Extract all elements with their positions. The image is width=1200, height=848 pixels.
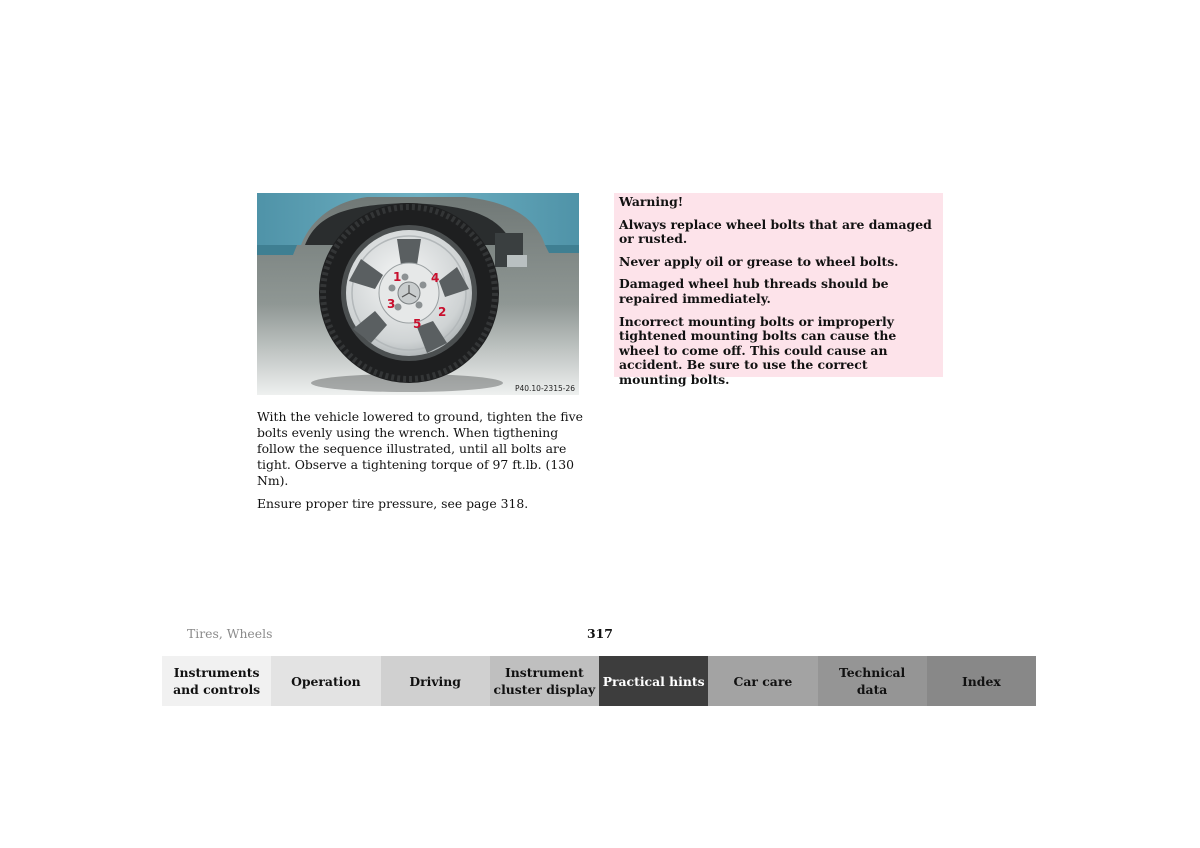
tab-car-care[interactable]: Car care [708, 656, 817, 706]
tab-practical-hints[interactable]: Practical hints [599, 656, 708, 706]
chapter-navigation [162, 656, 1036, 706]
wheel-drawing [257, 193, 579, 395]
warning-item: Incorrect mounting bolts or improperly tightened mounting bolts can cause the wheel to come off. This could cause an accident. Be sure to use the correct mounting bolts. [619, 313, 897, 387]
tire-pressure-reference: Ensure proper tire pressure, see page 318. [257, 496, 529, 511]
tab-instruments-and-controls[interactable]: Instruments and controls [162, 656, 271, 706]
section-title: Tires, Wheels [187, 626, 273, 641]
warning-box [614, 193, 943, 387]
figure-code: P40.10-2315-26 [514, 384, 575, 393]
page-number: 317 [587, 626, 613, 641]
warning-title: Warning! [619, 194, 684, 209]
bolt-number-2: 2 [438, 305, 447, 319]
tab-technical-data[interactable]: Technical data [818, 656, 927, 706]
bolt-number-4: 4 [431, 271, 440, 285]
instruction-paragraph: With the vehicle lowered to ground, tighten the five bolts evenly using the wrench. When tigthening follow the sequence illustrated, until all bolts are tight. Observe a tightening torque of 97 ft.lb. (130 Nm). [257, 409, 583, 488]
instruction-text [257, 409, 587, 519]
tab-operation[interactable]: Operation [271, 656, 380, 706]
warning-item: Damaged wheel hub threads should be repaired immediately. [619, 276, 889, 306]
bolt-number-3: 3 [387, 297, 396, 311]
warning-item: Always replace wheel bolts that are damaged or rusted. [619, 216, 932, 247]
bolt-number-5: 5 [413, 317, 422, 331]
bolt-number-1: 1 [393, 270, 402, 284]
warning-item: Never apply oil or grease to wheel bolts. [619, 253, 899, 269]
wheel-illustration [257, 193, 579, 395]
tab-driving[interactable]: Driving [381, 656, 490, 706]
tab-index[interactable]: Index [927, 656, 1036, 706]
tab-instrument-cluster-display[interactable]: Instrument cluster display [490, 656, 599, 706]
